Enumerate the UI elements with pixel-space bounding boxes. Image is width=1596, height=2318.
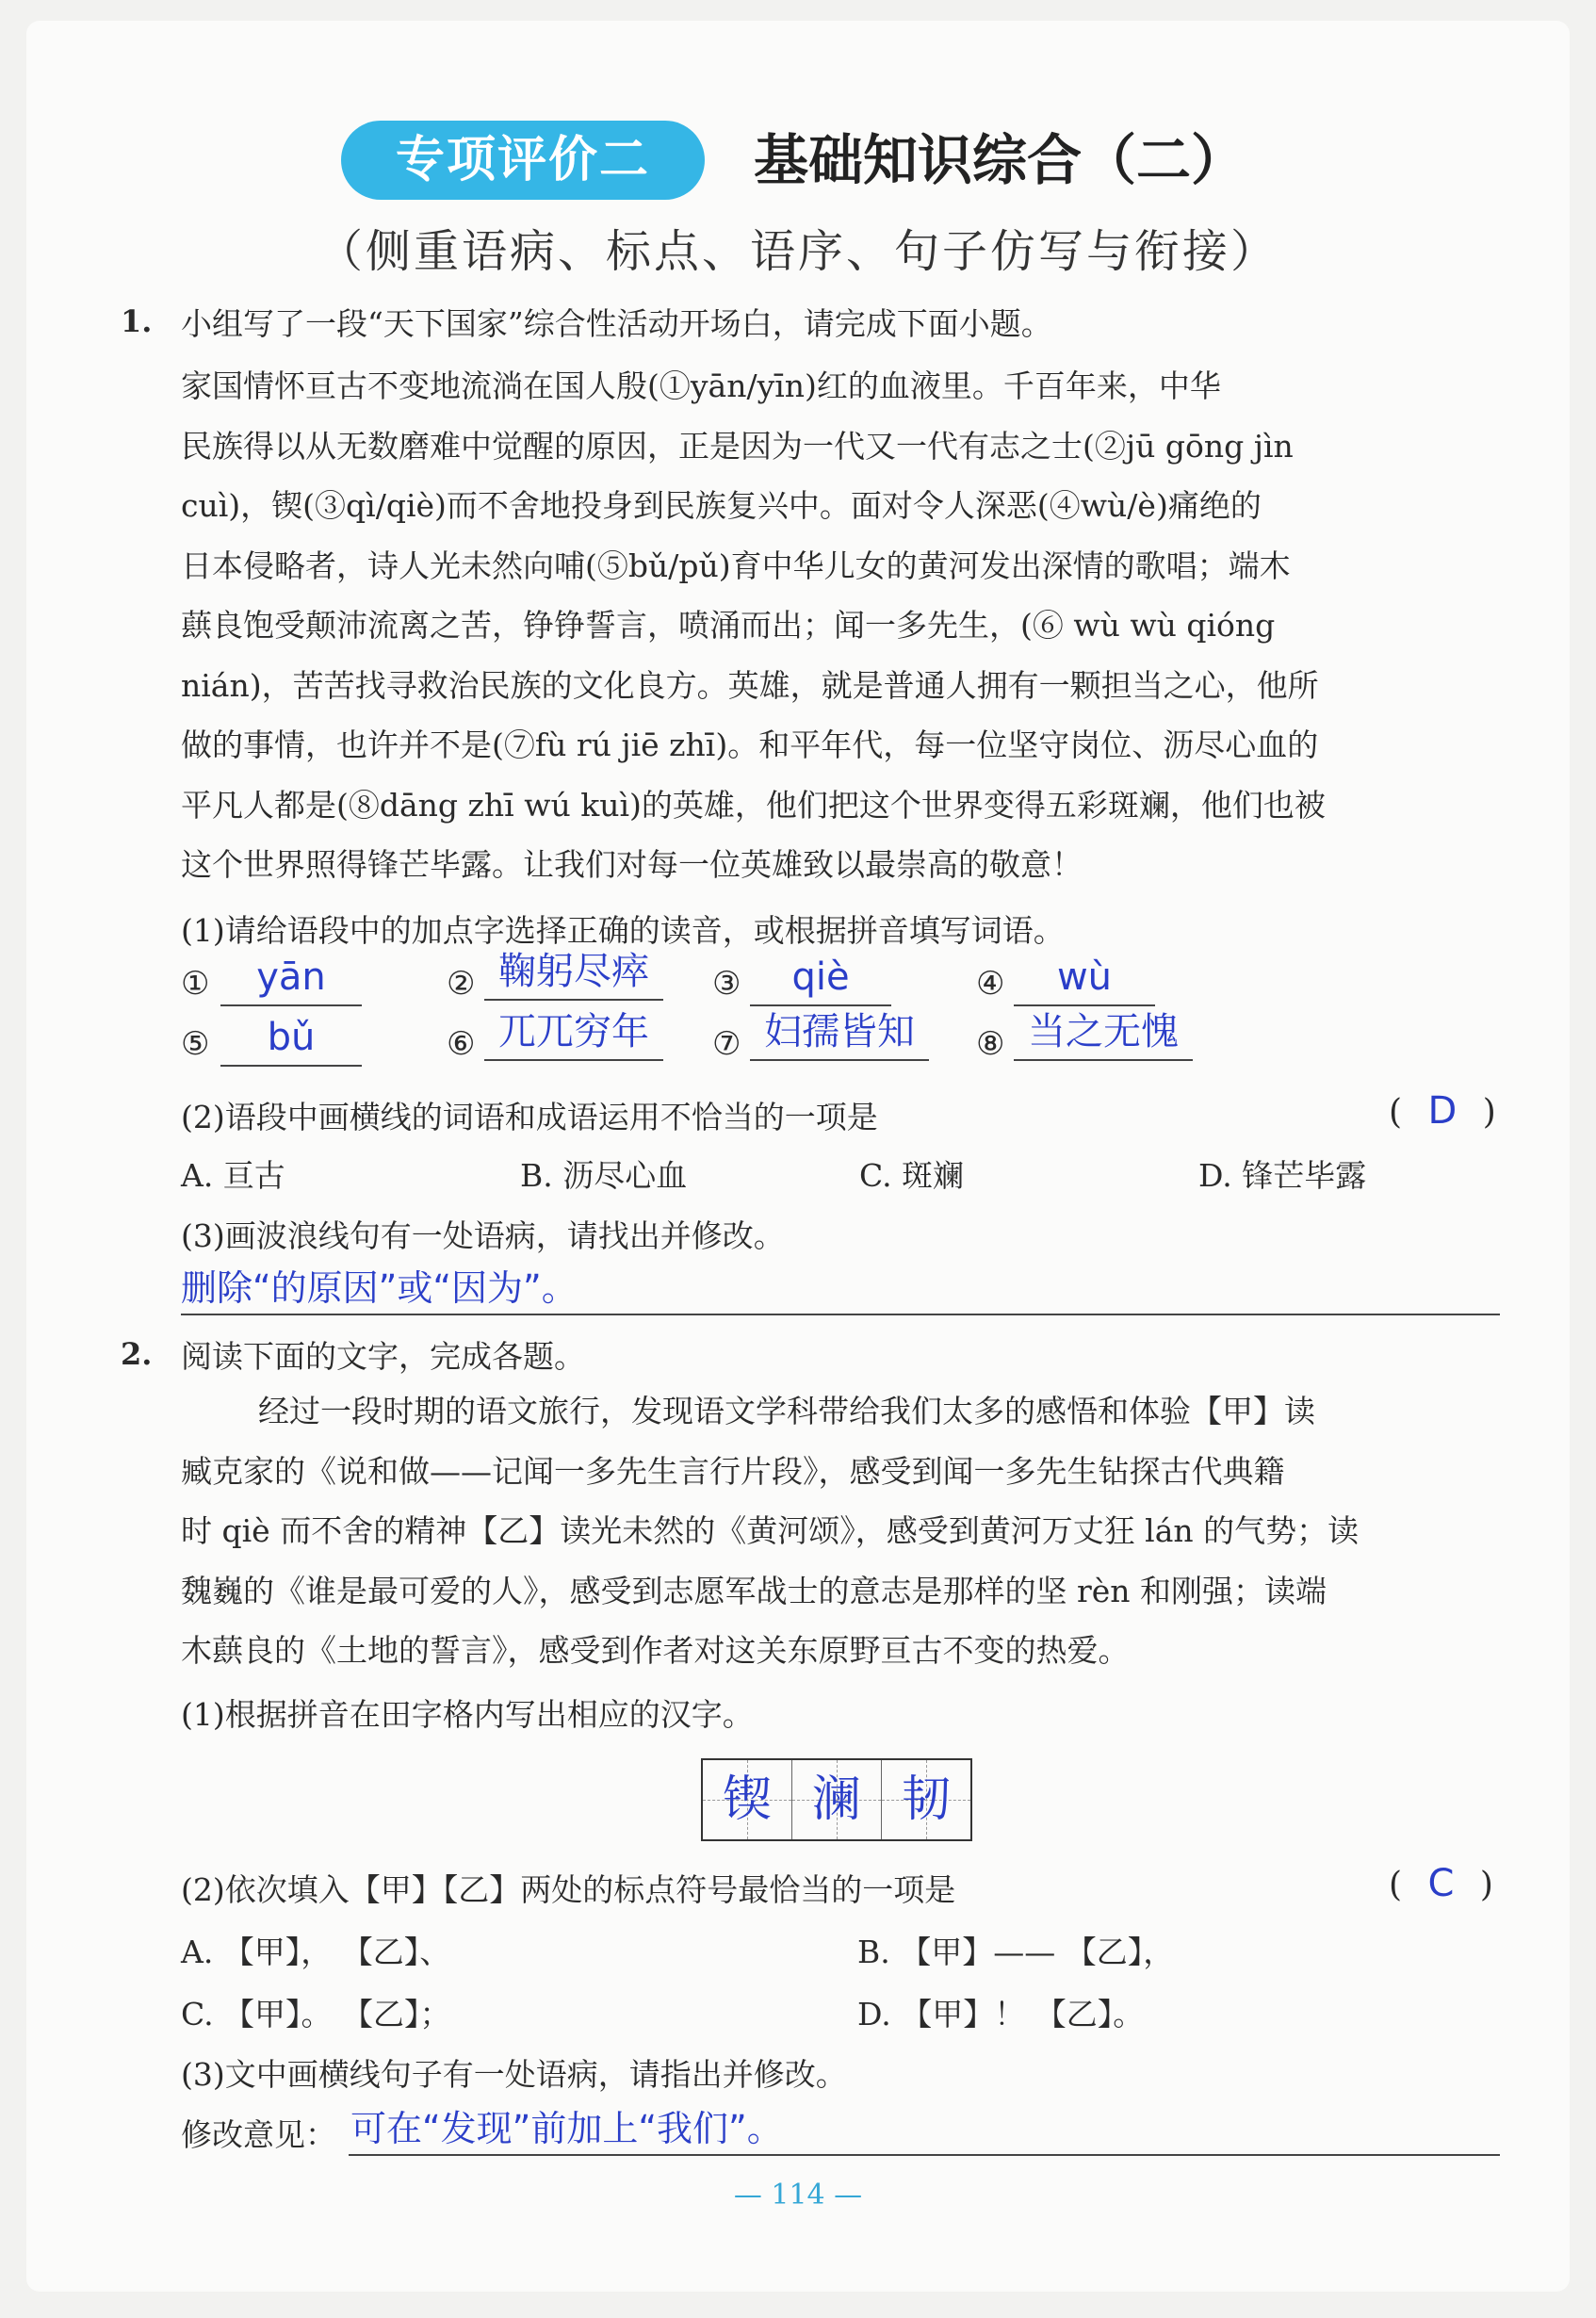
grid-cell[interactable] [792, 1760, 882, 1839]
page-title: 基础知识综合（二） [754, 128, 1246, 192]
revision-label: 修改意见： [181, 2116, 336, 2153]
grid-cell[interactable] [703, 1760, 792, 1839]
question-2-stem: 阅读下面的文字，完成各题。 [181, 1338, 585, 1375]
blank-marker: ⑤ [181, 1025, 210, 1063]
blank-marker: ① [181, 965, 210, 1003]
question-2-sub3: (3)文中画横线句子有一处语病，请指出并修改。 [181, 2056, 847, 2093]
section-header [0, 111, 1596, 205]
question-2-sub2: (2)依次填入【甲】【乙】两处的标点符号最恰当的一项是 [181, 1871, 956, 1908]
answer-blank-3[interactable]: qiè [750, 954, 891, 1006]
passage-line: 臧克家的《说和做——记闻一多先生言行片段》，感受到闻一多先生钻探古代典籍 [181, 1452, 1285, 1490]
paren-right: ) [1482, 1093, 1496, 1132]
blank-marker: ② [447, 965, 476, 1003]
answer-blank-4[interactable]: wù [1014, 954, 1155, 1006]
option-c[interactable]: C. 斑斓 [859, 1157, 965, 1194]
passage-line: 时 qiè 而不舍的精神【乙】读光未然的《黄河颂》，感受到黄河万丈狂 lán 的气势；读 [181, 1512, 1360, 1549]
grid-char: 锲 [722, 1771, 772, 1828]
blank-marker: ⑧ [976, 1025, 1005, 1063]
question-2-sub1: (1)根据拼音在田字格内写出相应的汉字。 [181, 1696, 754, 1733]
answer-line [181, 1314, 1500, 1315]
page-number: — 114 — [733, 2179, 863, 2212]
passage-line: 这个世界照得锋芒毕露。让我们对每一位英雄致以最崇高的敬意！ [181, 846, 1083, 883]
option-d[interactable]: D. 锋芒毕露 [1198, 1157, 1367, 1194]
question-1-stem: 小组写了一段“天下国家”综合性活动开场白，请完成下面小题。 [181, 305, 1052, 342]
question-1-sub2: (2)语段中画横线的词语和成语运用不恰当的一项是 [181, 1099, 878, 1135]
blank-marker: ⑥ [447, 1025, 476, 1063]
answer-blank-5[interactable]: bǔ [220, 1014, 362, 1067]
answer-blank-1[interactable]: yān [220, 954, 362, 1006]
paren-right: ) [1479, 1866, 1493, 1904]
passage-line: nián)，苦苦找寻救治民族的文化良方。英雄，就是普通人拥有一颗担当之心，他所 [181, 666, 1319, 704]
grid-char: 韧 [901, 1771, 951, 1828]
answer-text[interactable]: 删除“的原因”或“因为”。 [181, 1267, 578, 1309]
question-2-passage [181, 1381, 1500, 1681]
answer-blank-6[interactable]: 兀兀穷年 [484, 1008, 663, 1061]
blank-marker: ⑦ [712, 1025, 741, 1063]
blank-marker: ③ [712, 965, 741, 1003]
question-1-passage [181, 356, 1500, 895]
answer-blank-2[interactable]: 鞠躬尽瘁 [484, 948, 663, 1001]
passage-line: 平凡人都是(⑧dāng zhī wú kuì)的英雄，他们把这个世界变得五彩斑斓，他们也被 [181, 786, 1326, 824]
choice-answer-2[interactable]: C [1427, 1862, 1455, 1905]
question-1-sub3: (3)画波浪线句有一处语病，请找出并修改。 [181, 1217, 785, 1254]
choice-answer-1[interactable]: D [1427, 1089, 1458, 1133]
passage-line: 经过一段时期的语文旅行，发现语文学科带给我们太多的感悟和体验【甲】读 [258, 1393, 1315, 1429]
question-1-number: 1. [121, 303, 153, 339]
answer-blank-7[interactable]: 妇孺皆知 [750, 1008, 929, 1061]
passage-line: 木蕻良的《土地的誓言》，感受到作者对这关东原野亘古不变的热爱。 [181, 1632, 1130, 1669]
answer-text[interactable]: 可在“发现”前加上“我们”。 [350, 2108, 783, 2149]
question-1-sub1: (1)请给语段中的加点字选择正确的读音，或根据拼音填写词语。 [181, 912, 1065, 949]
passage-line: 蕻良饱受颠沛流离之苦，铮铮誓言，喷涌而出；闻一多先生，(⑥ wù wù qióng [181, 607, 1276, 644]
option-b[interactable]: B. 【甲】—— 【乙】， [857, 1934, 1175, 1970]
page-subtitle: （侧重语病、标点、语序、句子仿写与衔接） [317, 225, 1278, 278]
grid-char: 澜 [811, 1771, 861, 1828]
paren-left: ( [1389, 1866, 1403, 1904]
paren-left: ( [1389, 1093, 1403, 1132]
answer-blank-8[interactable]: 当之无愧 [1014, 1008, 1193, 1061]
answer-paren [1389, 1089, 1496, 1133]
passage-line: cuì)，锲(③qì/qiè)而不舍地投身到民族复兴中。面对令人深恶(④wù/è)痛绝的 [181, 487, 1262, 524]
section-badge: 专项评价二 [341, 121, 705, 200]
option-c[interactable]: C. 【甲】。 【乙】； [181, 1996, 451, 2032]
option-b[interactable]: B. 沥尽心血 [520, 1157, 688, 1194]
tianzige-grid [701, 1758, 972, 1841]
passage-line: 民族得以从无数磨难中觉醒的原因，正是因为一代又一代有志之士(②jū gōng jìn [181, 427, 1294, 465]
answer-line [349, 2154, 1500, 2156]
passage-line: 日本侵略者，诗人光未然向哺(⑤bǔ/pǔ)育中华儿女的黄河发出深情的歌唱；端木 [181, 547, 1291, 584]
passage-line: 家国情怀亘古不变地流淌在国人殷(①yān/yīn)红的血液里。千百年来，中华 [181, 367, 1221, 404]
question-2-number: 2. [121, 1336, 153, 1372]
passage-line: 魏巍的《谁是最可爱的人》，感受到志愿军战士的意志是那样的坚 rèn 和刚强；读端 [181, 1572, 1327, 1609]
passage-line: 做的事情，也许并不是(⑦fù rú jiē zhī)。和平年代，每一位坚守岗位、沥尽心血的 [181, 726, 1319, 763]
grid-cell[interactable] [882, 1760, 970, 1839]
option-d[interactable]: D. 【甲】！ 【乙】。 [857, 1996, 1145, 2032]
option-a[interactable]: A. 【甲】， 【乙】、 [181, 1934, 451, 1970]
blank-marker: ④ [976, 965, 1005, 1003]
answer-paren [1389, 1862, 1493, 1905]
option-a[interactable]: A. 亘古 [181, 1157, 285, 1194]
